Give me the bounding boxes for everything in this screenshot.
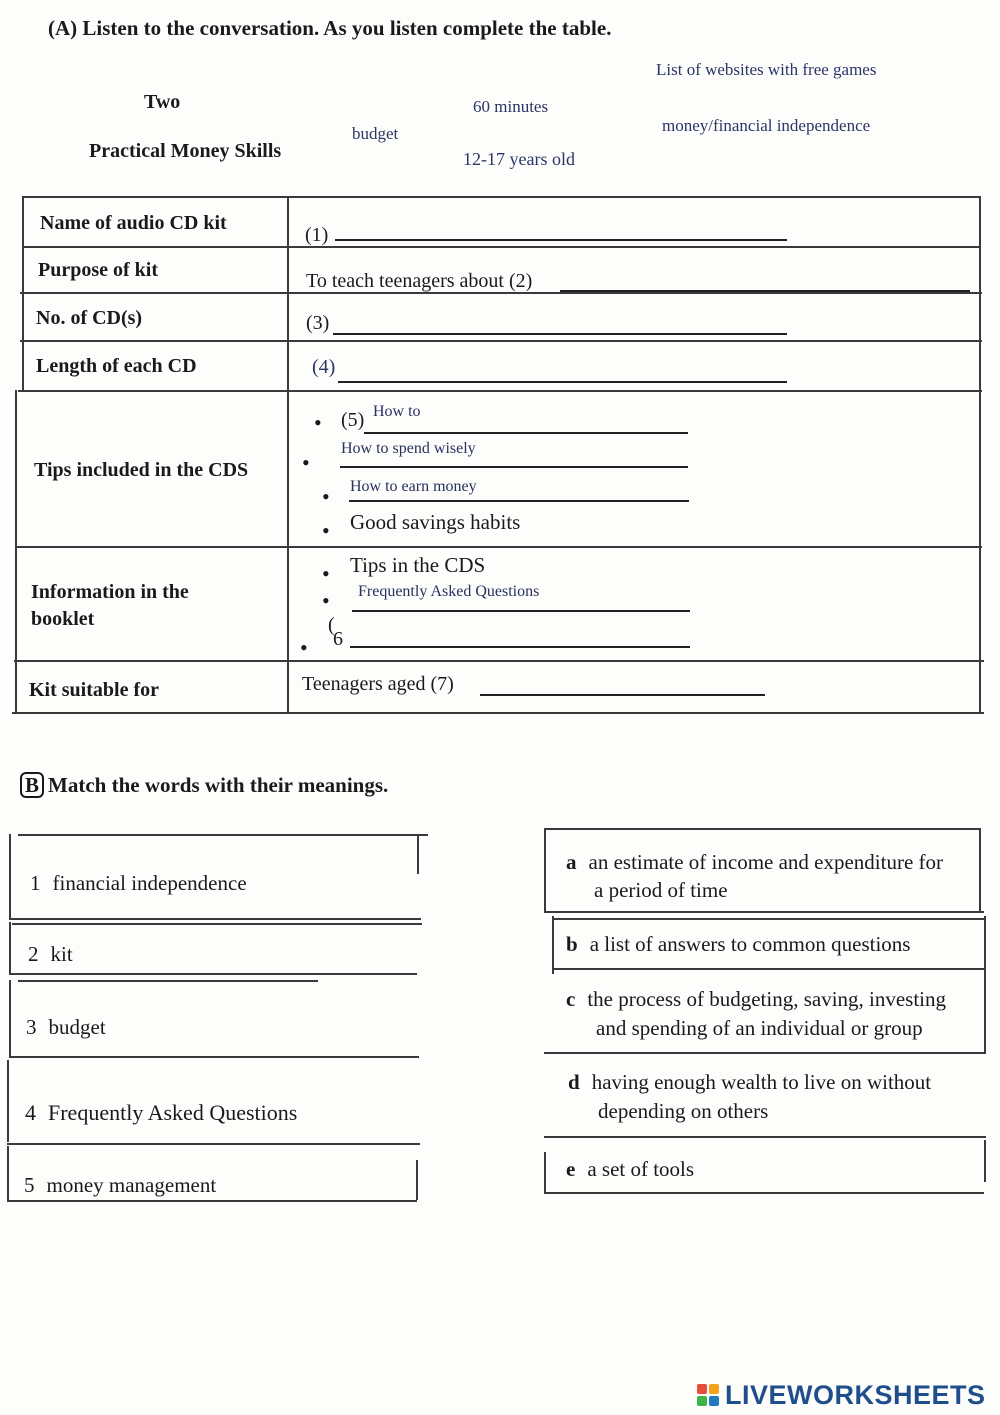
- meaning-item-e[interactable]: [566, 1157, 694, 1182]
- meaning-row-line: [552, 968, 986, 970]
- section-a-heading: (A) Listen to the conversation. As you listen complete the table.: [48, 16, 612, 40]
- meaning-row-border: [984, 916, 986, 1054]
- word-row-line: [12, 923, 422, 925]
- meaning-row-line: [544, 1136, 986, 1138]
- blank-5-number: (5): [341, 409, 365, 431]
- meaning-text: a set of tools: [587, 1157, 695, 1181]
- table-row-line: [20, 340, 982, 342]
- meaning-letter: d: [568, 1070, 580, 1094]
- meaning-text-a-2: a period of time: [594, 878, 728, 902]
- blank-6-line[interactable]: [350, 646, 690, 648]
- blank-1-line[interactable]: [335, 239, 787, 241]
- word-row-border: [9, 834, 11, 919]
- bullet-icon: •: [300, 635, 308, 660]
- word-number: 1: [30, 871, 41, 895]
- booklet-line: [352, 610, 690, 612]
- tip-savings-habits: Good savings habits: [350, 510, 521, 534]
- word-bank-money[interactable]: money/financial independence: [662, 116, 871, 135]
- row-label-cd-length: Length of each CD: [36, 355, 197, 377]
- word-row-line: [18, 980, 318, 982]
- word-bank-websites[interactable]: List of websites with free games: [656, 60, 877, 79]
- section-b-title: Match the words with their meanings.: [48, 773, 389, 797]
- word-item-5[interactable]: [24, 1173, 216, 1198]
- meaning-row-line: [552, 918, 984, 920]
- word-row-border: [7, 1146, 9, 1200]
- meaning-text-c-2: and spending of an individual or group: [596, 1016, 923, 1040]
- bullet-icon: •: [322, 484, 330, 509]
- word-text: money management: [46, 1173, 217, 1197]
- word-bank-practical[interactable]: Practical Money Skills: [89, 140, 282, 162]
- meaning-item-a[interactable]: [566, 850, 943, 875]
- blank-4-line[interactable]: [338, 381, 787, 383]
- meaning-row-border: [979, 828, 981, 912]
- meaning-text: a list of answers to common questions: [589, 932, 911, 956]
- row-label-kit-name: Name of audio CD kit: [40, 212, 227, 234]
- table-border-bottom: [12, 712, 984, 714]
- purpose-prompt: To teach teenagers about (2): [306, 270, 533, 292]
- meaning-text: the process of budgeting, saving, investing: [587, 987, 947, 1011]
- section-b-heading: [20, 772, 388, 798]
- word-text: kit: [50, 942, 73, 966]
- word-number: 5: [24, 1173, 35, 1197]
- word-item-3[interactable]: [26, 1015, 106, 1040]
- meaning-item-d[interactable]: [568, 1070, 931, 1095]
- table-row-line: [16, 546, 982, 548]
- liveworksheets-logo: [697, 1377, 997, 1413]
- meaning-row-line: [546, 1192, 984, 1194]
- word-item-4[interactable]: [25, 1100, 297, 1126]
- word-row-border: [416, 1160, 418, 1200]
- word-row-border: [9, 980, 11, 1056]
- logo-square: [709, 1396, 719, 1406]
- meaning-row-line: [544, 1052, 986, 1054]
- meaning-text: having enough wealth to live on without: [591, 1070, 932, 1094]
- blank-4-number: (4): [312, 356, 336, 378]
- tip-spend-wisely: How to spend wisely: [341, 440, 476, 457]
- suitable-prompt: Teenagers aged (7): [302, 673, 454, 695]
- logo-text: LIVEWORKSHEETS: [725, 1379, 986, 1410]
- word-bank-two[interactable]: Two: [144, 91, 181, 113]
- meaning-letter: a: [566, 850, 577, 874]
- word-number: 2: [28, 942, 39, 966]
- word-text: financial independence: [52, 871, 247, 895]
- blank-6-number: 6: [333, 628, 343, 650]
- blank-1-number: (1): [305, 224, 329, 246]
- tip-how-to: How to: [373, 403, 421, 420]
- word-row-line: [7, 1200, 417, 1202]
- table-border-top: [22, 196, 980, 198]
- meaning-row-line: [544, 828, 980, 830]
- word-row-line: [7, 1143, 420, 1145]
- table-column-divider: [287, 196, 289, 712]
- table-row-line: [14, 660, 984, 662]
- meaning-row-border: [552, 916, 554, 974]
- meaning-row-border: [544, 828, 546, 912]
- bullet-icon: •: [322, 561, 330, 586]
- row-label-tips: Tips included in the CDS: [34, 459, 249, 481]
- table-border-left: [22, 196, 24, 390]
- logo-square: [697, 1396, 707, 1406]
- meaning-letter: e: [566, 1157, 576, 1181]
- word-item-1[interactable]: [30, 871, 247, 896]
- tip-line: [349, 500, 689, 502]
- table-border-left: [15, 390, 17, 712]
- meaning-text-d-2: depending on others: [598, 1099, 769, 1123]
- word-bank-budget[interactable]: budget: [352, 124, 399, 143]
- meaning-item-b[interactable]: [566, 932, 910, 957]
- blank-6-paren: (: [328, 614, 335, 636]
- word-number: 3: [26, 1015, 37, 1039]
- logo-mark-icon: [697, 1384, 719, 1406]
- word-row-border: [7, 1060, 9, 1142]
- word-text: Frequently Asked Questions: [48, 1100, 298, 1125]
- bullet-icon: •: [322, 588, 330, 613]
- word-row-line: [9, 973, 417, 975]
- blank-2-line[interactable]: [560, 290, 970, 292]
- word-bank-minutes[interactable]: 60 minutes: [473, 97, 549, 116]
- word-row-line: [18, 834, 428, 836]
- bullet-icon: •: [302, 450, 310, 475]
- meaning-letter: b: [566, 932, 578, 956]
- blank-5-line[interactable]: [364, 432, 688, 434]
- row-label-suitable: Kit suitable for: [29, 679, 159, 701]
- logo-square: [709, 1384, 719, 1394]
- tip-earn-money: How to earn money: [350, 478, 477, 495]
- meaning-row-border: [544, 1152, 546, 1194]
- word-bank-ages[interactable]: 12-17 years old: [463, 149, 575, 169]
- word-row-line: [9, 1056, 419, 1058]
- row-label-booklet-1: Information in the: [31, 581, 189, 603]
- section-b-badge: B: [20, 772, 44, 798]
- word-text: budget: [48, 1015, 106, 1039]
- logo-square: [697, 1384, 707, 1394]
- meaning-row-border: [984, 1140, 986, 1182]
- word-item-2[interactable]: [28, 942, 73, 967]
- blank-3-line[interactable]: [333, 333, 787, 335]
- bullet-icon: •: [322, 518, 330, 543]
- tip-line: [340, 466, 688, 468]
- row-label-purpose: Purpose of kit: [38, 259, 158, 281]
- word-row-border: [417, 834, 419, 874]
- meaning-row-line: [544, 911, 984, 913]
- row-label-booklet-2: booklet: [31, 608, 95, 630]
- meaning-text: an estimate of income and expenditure for: [588, 850, 944, 874]
- word-row-line: [9, 918, 421, 920]
- meaning-item-c[interactable]: [566, 987, 946, 1012]
- word-row-border: [9, 922, 11, 974]
- bullet-icon: •: [314, 410, 322, 435]
- table-row-line: [18, 390, 982, 392]
- booklet-tips: Tips in the CDS: [350, 553, 486, 577]
- meaning-letter: c: [566, 987, 576, 1011]
- table-border-right: [979, 196, 981, 712]
- row-label-cd-count: No. of CD(s): [36, 307, 143, 329]
- table-row-line: [22, 246, 980, 248]
- blank-7-line[interactable]: [480, 694, 765, 696]
- blank-3-number: (3): [306, 312, 330, 334]
- booklet-faq: Frequently Asked Questions: [358, 583, 540, 600]
- word-number: 4: [25, 1100, 36, 1125]
